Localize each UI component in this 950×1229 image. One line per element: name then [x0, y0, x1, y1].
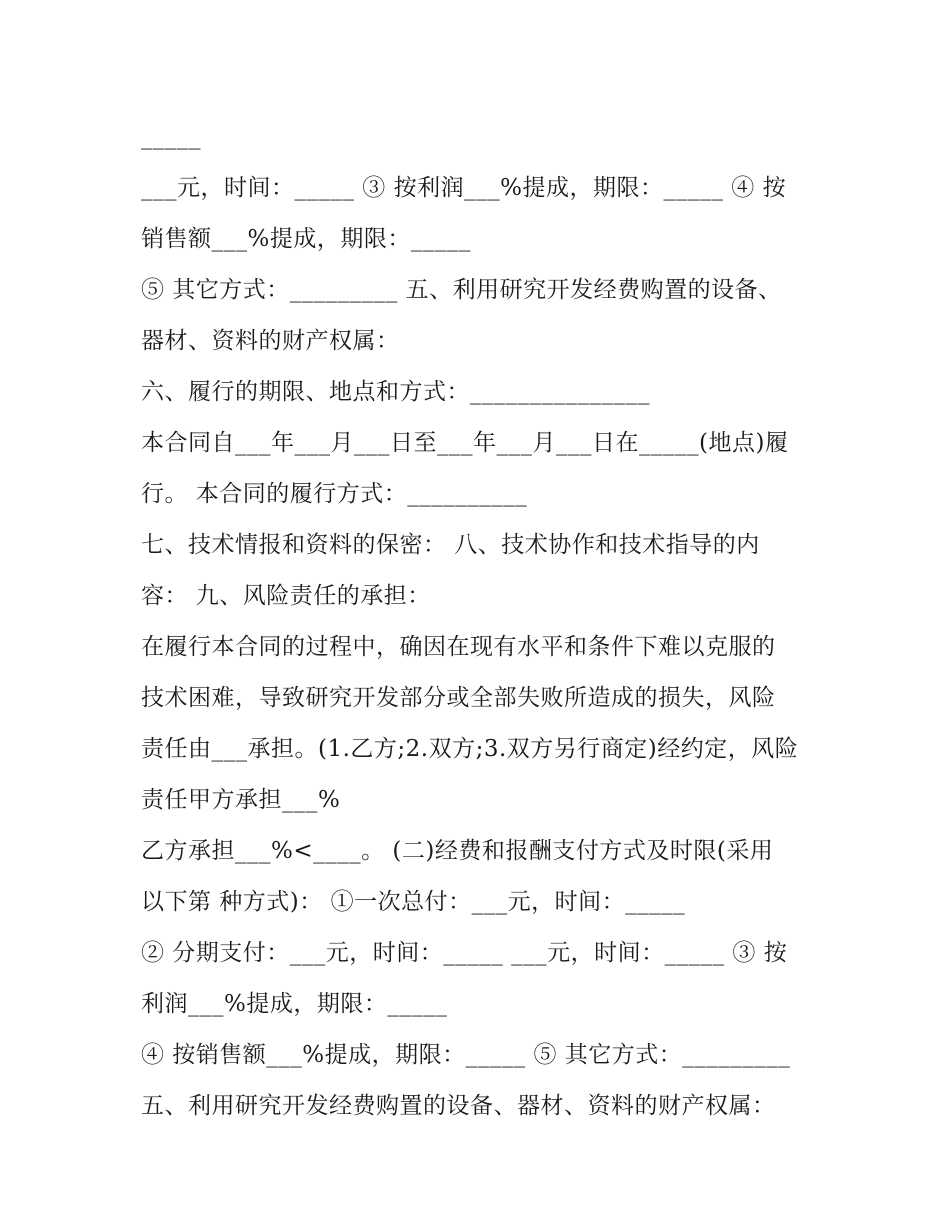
- text-line: 销售额___%提成，期限：_____: [141, 226, 471, 252]
- text-line: 六、履行的期限、地点和方式：_______________: [141, 379, 650, 405]
- text-line: ⑤ 其它方式：_________ 五、利用研究开发经费购置的设备、: [141, 277, 782, 303]
- text-line: 本合同自___年___月___日至___年___月___日在_____(地点)履: [141, 430, 789, 456]
- text-line: 行。 本合同的履行方式：__________: [141, 481, 528, 507]
- text-line: 责任由___承担。(1.乙方;2.双方;3.双方另行商定)经约定，风险: [141, 736, 799, 762]
- text-line: 利润___%提成，期限：_____: [141, 991, 448, 1017]
- text-line: _____: [141, 124, 201, 150]
- text-line: 七、技术情报和资料的保密： 八、技术协作和技术指导的内: [141, 532, 760, 558]
- text-line: 器材、资料的财产权属：: [141, 328, 400, 354]
- text-line: 责任甲方承担___%: [141, 787, 341, 813]
- text-line: 在履行本合同的过程中，确因在现有水平和条件下难以克服的: [141, 634, 776, 660]
- text-line: 容： 九、风险责任的承担：: [141, 583, 431, 609]
- contract-text: [141, 112, 821, 1132]
- text-line: 五、利用研究开发经费购置的设备、器材、资料的财产权属：: [141, 1093, 776, 1119]
- text-line: 乙方承担___%<____。 (二)经费和报酬支付方式及时限(采用: [141, 838, 774, 864]
- text-line: ___元，时间：_____ ③ 按利润___%提成，期限：_____ ④ 按: [141, 175, 787, 201]
- text-line: ② 分期支付：___元，时间：_____ ___元，时间：_____ ③ 按: [141, 940, 788, 966]
- text-line: 以下第 种方式)： ①一次总付：___元，时间：_____: [141, 889, 686, 915]
- text-line: 技术困难，导致研究开发部分或全部失败所造成的损失，风险: [141, 685, 776, 711]
- text-line: ④ 按销售额___%提成，期限：_____ ⑤ 其它方式：_________: [141, 1042, 791, 1068]
